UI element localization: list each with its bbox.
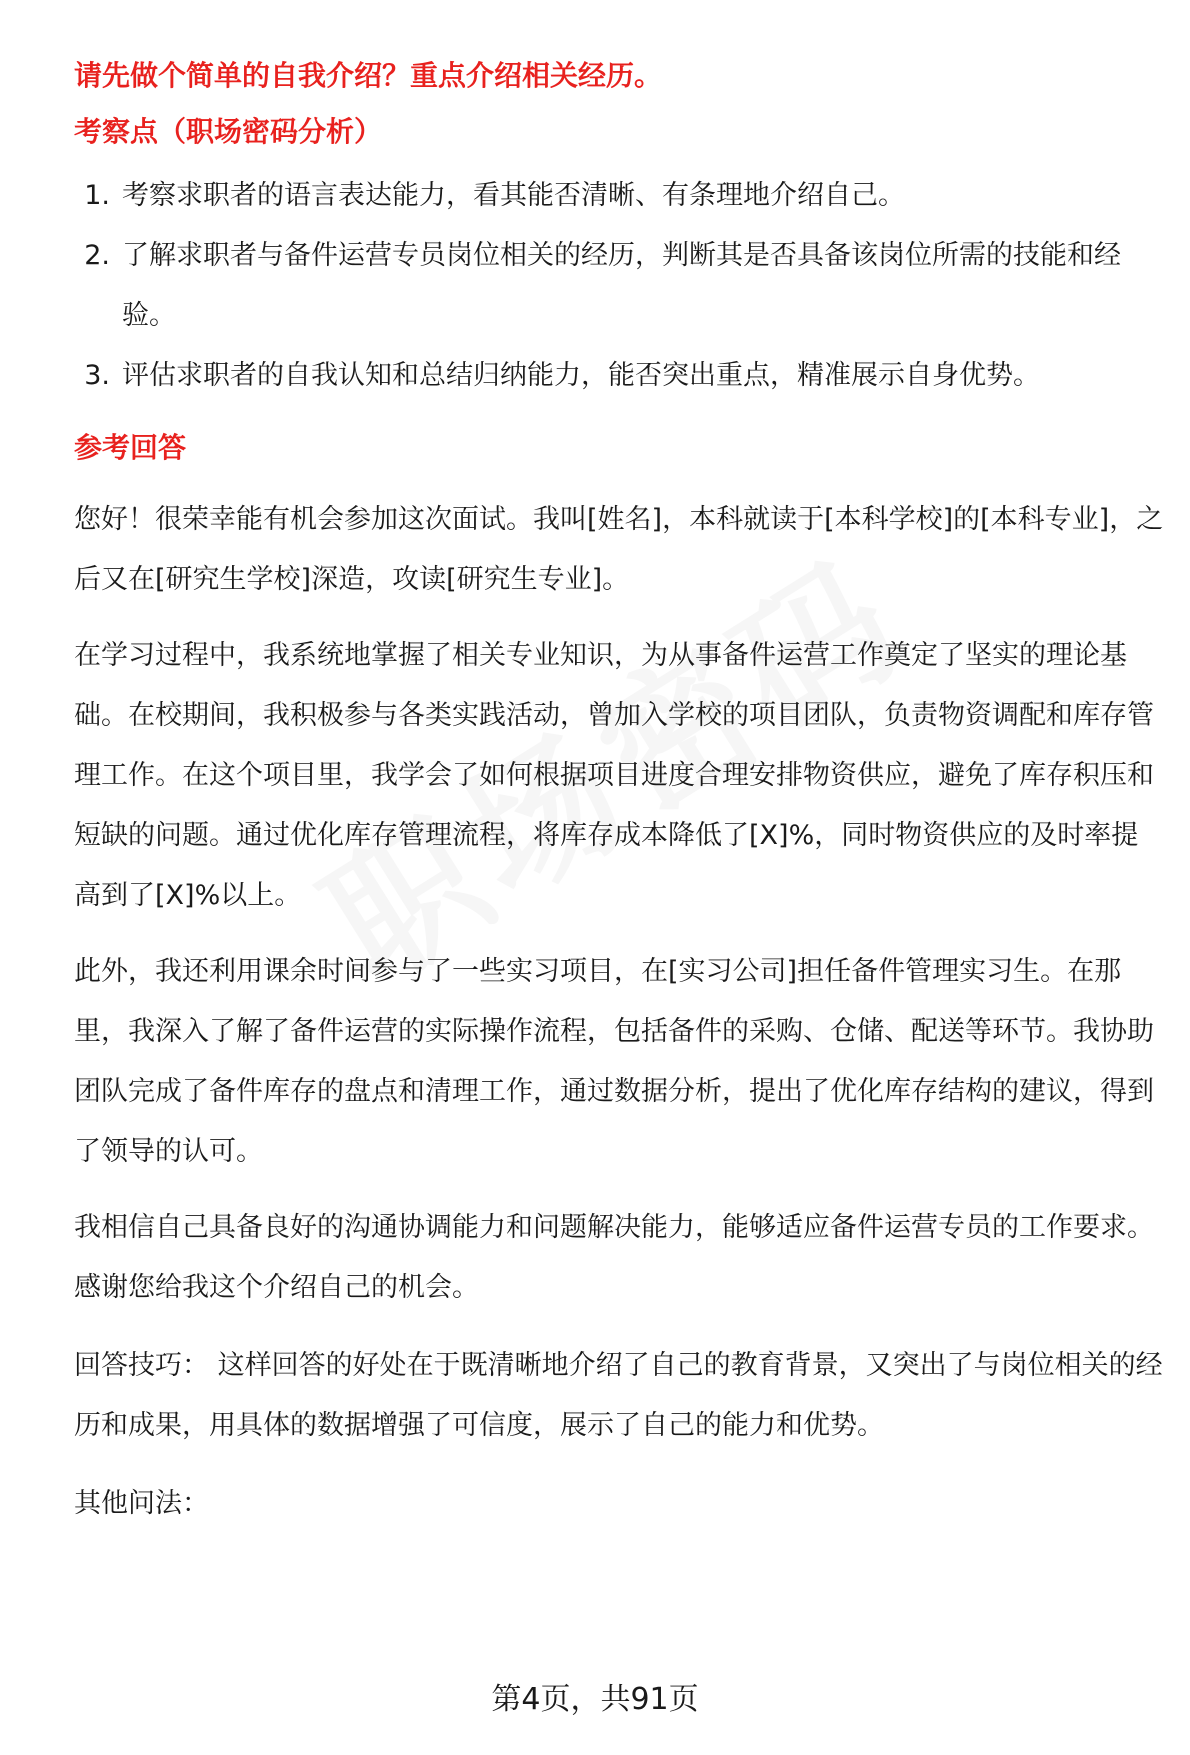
list-item-number: 1.: [84, 180, 110, 211]
list-item-text: 考察求职者的语言表达能力，看其能否清晰、有条理地介绍自己。: [122, 180, 905, 211]
analysis-points-list: [74, 166, 1164, 406]
interview-question: 请先做个简单的自我介绍？重点介绍相关经历。: [74, 59, 663, 92]
answer-paragraph-closing: 我相信自己具备良好的沟通协调能力和问题解决能力，能够适应备件运营专员的工作要求。感谢您给我这个介绍自己的机会。: [74, 1212, 1154, 1303]
list-item-text: 了解求职者与备件运营专员岗位相关的经历，判断其是否具备该岗位所需的技能和经验。: [122, 240, 1121, 331]
page-content: [74, 48, 1164, 1534]
list-item: [74, 226, 1164, 346]
other-questions-label: 其他问法：: [74, 1488, 209, 1519]
list-item-text: 评估求职者的自我认知和总结归纳能力，能否突出重点，精准展示自身优势。: [122, 360, 1040, 391]
analysis-heading: 考察点（职场密码分析）: [74, 115, 383, 148]
reference-answer-heading: 参考回答: [74, 431, 187, 464]
list-item-number: 3.: [84, 360, 110, 391]
answer-paragraph-intro: 您好！很荣幸能有机会参加这次面试。我叫[姓名]，本科就读于[本科学校]的[本科专业]，之后又在[研究生学校]深造，攻读[研究生专业]。: [74, 504, 1164, 595]
answer-tips: 回答技巧： 这样回答的好处在于既清晰地介绍了自己的教育背景，又突出了与岗位相关的经历和成果，用具体的数据增强了可信度，展示了自己的能力和优势。: [74, 1350, 1163, 1441]
page-number-footer: 第4页，共91页: [491, 1682, 699, 1717]
list-item: [74, 166, 1164, 226]
answer-paragraph-internship: 此外，我还利用课余时间参与了一些实习项目，在[实习公司]担任备件管理实习生。在那里，我深入了解了备件运营的实际操作流程，包括备件的采购、仓储、配送等环节。我协助团队完成了备件库存的盘点和清理工作，通过数据分析，提出了优化库存结构的建议，得到了领导的认可。: [74, 956, 1154, 1167]
list-item: [74, 346, 1164, 406]
answer-paragraph-study: 在学习过程中，我系统地掌握了相关专业知识，为从事备件运营工作奠定了坚实的理论基础。在校期间，我积极参与各类实践活动，曾加入学校的项目团队，负责物资调配和库存管理工作。在这个项目里，我学会了如何根据项目进度合理安排物资供应，避免了库存积压和短缺的问题。通过优化库存管理流程，将库存成本降低了[X]%，同时物资供应的及时率提高到了[X]%以上。: [74, 640, 1154, 911]
list-item-number: 2.: [84, 240, 110, 271]
